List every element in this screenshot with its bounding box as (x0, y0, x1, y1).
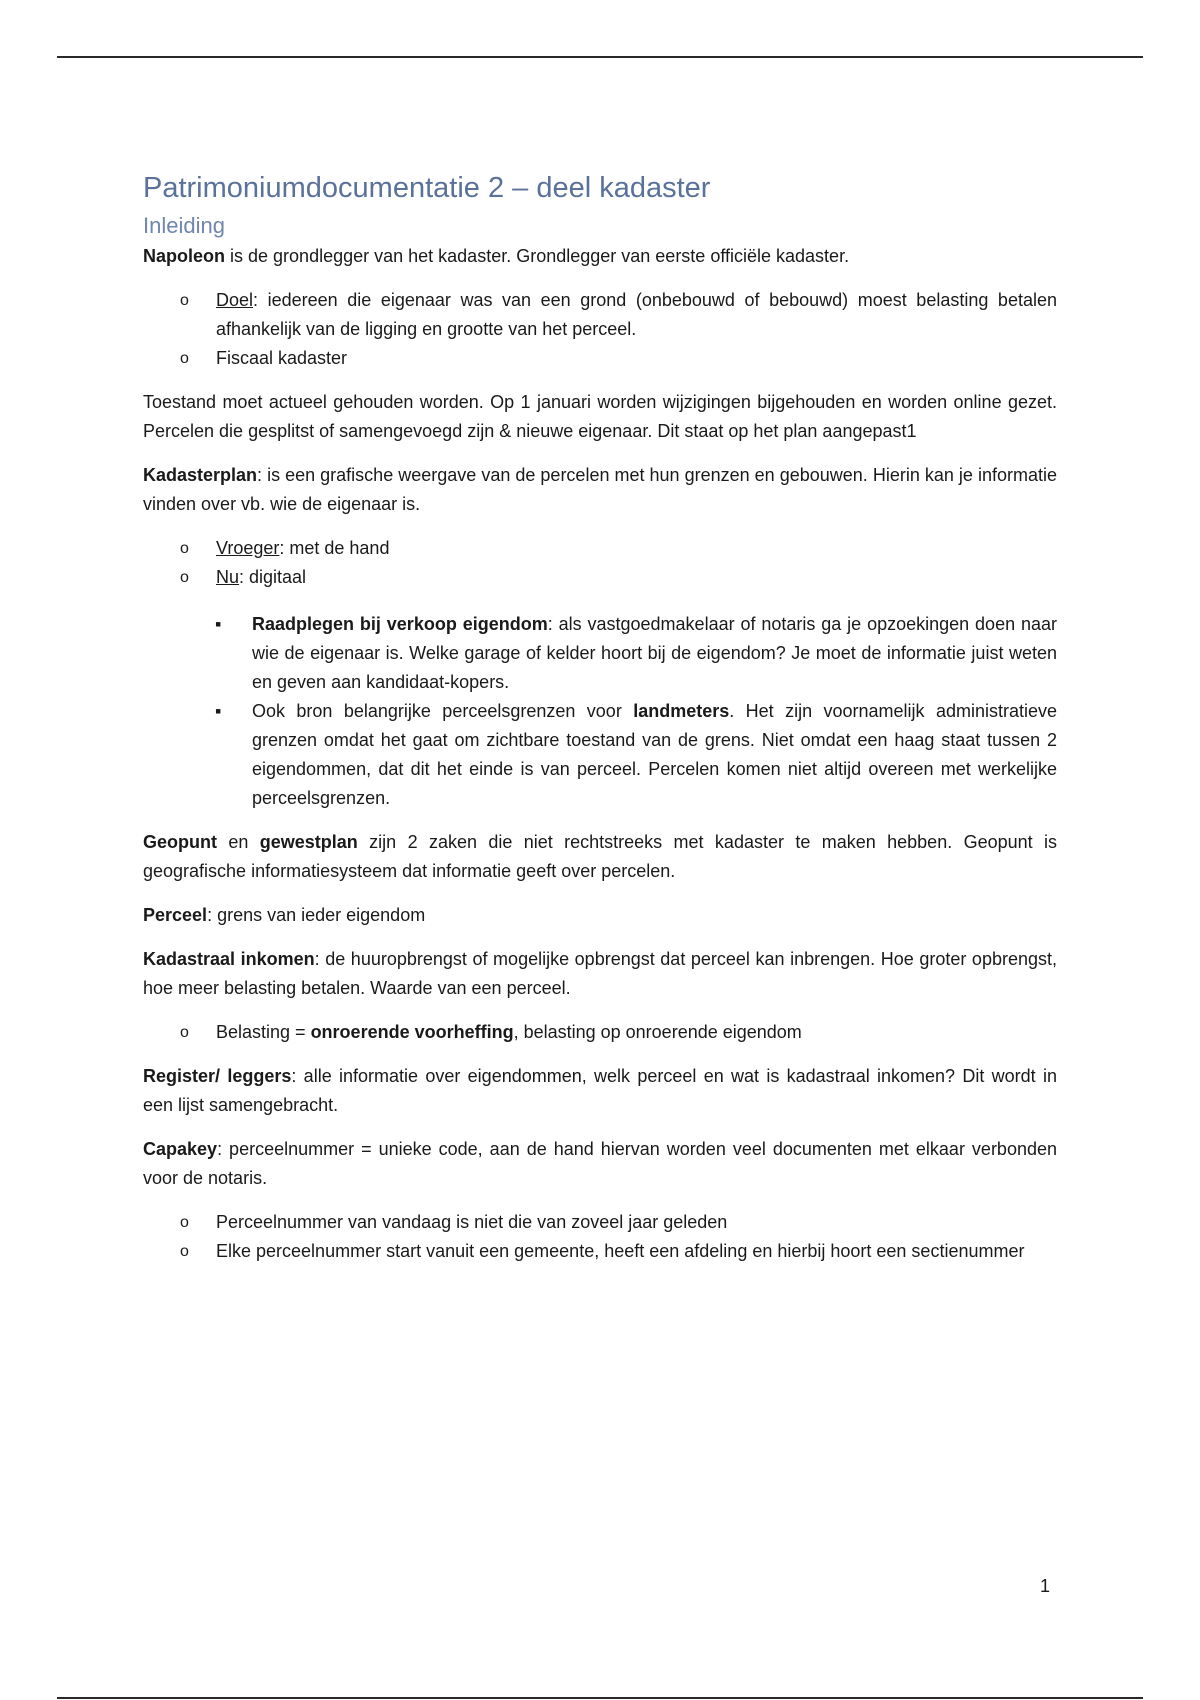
top-rule (57, 56, 1143, 58)
list-item: o Belasting = onroerende voorheffing, belasting op onroerende eigendom (143, 1018, 1057, 1047)
list-item: o Fiscaal kadaster (143, 344, 1057, 373)
page-number: 1 (1040, 1576, 1051, 1596)
list-item: o Vroeger: met de hand (143, 534, 1057, 563)
list-raadplegen (143, 610, 1057, 813)
document-body (143, 170, 1057, 1281)
paragraph-geopunt: Geopunt en gewestplan zijn 2 zaken die niet rechtstreeks met kadaster te maken hebben. Geopunt is geografische informatiesysteem dat informatie geeft over percelen. (143, 832, 1058, 881)
list-belasting (143, 1018, 1057, 1047)
page-title: Patrimoniumdocumentatie 2 – deel kadaster (143, 172, 711, 204)
paragraph-kadastraal-inkomen: Kadastraal inkomen: de huuropbrengst of mogelijke opbrengst dat perceel kan inbrengen. Hoe groter opbrengst, hoe meer belasting betalen. Waarde van een perceel. (143, 949, 1057, 998)
paragraph-capakey: Capakey: perceelnummer = unieke code, aan de hand hiervan worden veel documenten met elkaar verbonden voor de notaris. (143, 1139, 1057, 1188)
paragraph-register: Register/ leggers: alle informatie over eigendommen, welk perceel en wat is kadastraal inkomen? Dit wordt in een lijst samengebracht. (143, 1066, 1057, 1115)
section-heading: Inleiding (143, 213, 225, 238)
list-doel (143, 286, 1057, 373)
paragraph-toestand: Toestand moet actueel gehouden worden. Op 1 januari worden wijzigingen bijgehouden en worden online gezet. Percelen die gesplitst of samengevoegd zijn & nieuwe eigenaar. Dit staat op het plan aangepast1 (143, 392, 1057, 441)
list-item: o Elke perceelnummer start vanuit een gemeente, heeft een afdeling en hierbij hoort een sectienummer (143, 1237, 1057, 1266)
paragraph-kadasterplan: Kadasterplan: is een grafische weergave van de percelen met hun grenzen en gebouwen. Hierin kan je informatie vinden over vb. wie de eigenaar is. (143, 465, 1057, 514)
list-item: o Doel: iedereen die eigenaar was van een grond (onbebouwd of bebouwd) moest belasting betalen afhankelijk van de ligging en grootte van het perceel. (143, 286, 1057, 344)
paragraph-napoleon: Napoleon is de grondlegger van het kadaster. Grondlegger van eerste officiële kadaster. (143, 246, 850, 266)
list-item: ▪ Raadplegen bij verkoop eigendom: als vastgoedmakelaar of notaris ga je opzoekingen doen naar wie de eigenaar is. Welke garage of kelder hoort bij de eigendom? Je moet de informatie juist weten en geven aan kandidaat-kopers. (143, 610, 1057, 697)
list-item: ▪ Ook bron belangrijke perceelsgrenzen voor landmeters. Het zijn voornamelijk administratieve grenzen omdat het gaat om zichtbare toestand van de grens. Niet omdat een haag staat tussen 2 eigendommen, dat dit het einde is van perceel. Percelen komen niet altijd overeen met werkelijke perceelsgrenzen. (143, 697, 1057, 813)
paragraph-perceel: Perceel: grens van ieder eigendom (143, 905, 426, 925)
list-item: o Perceelnummer van vandaag is niet die van zoveel jaar geleden (143, 1208, 1057, 1237)
list-vroeger-nu (143, 534, 1057, 592)
list-item: o Nu: digitaal (143, 563, 1057, 592)
list-perceelnummer (143, 1208, 1057, 1266)
bottom-rule (57, 1697, 1143, 1699)
